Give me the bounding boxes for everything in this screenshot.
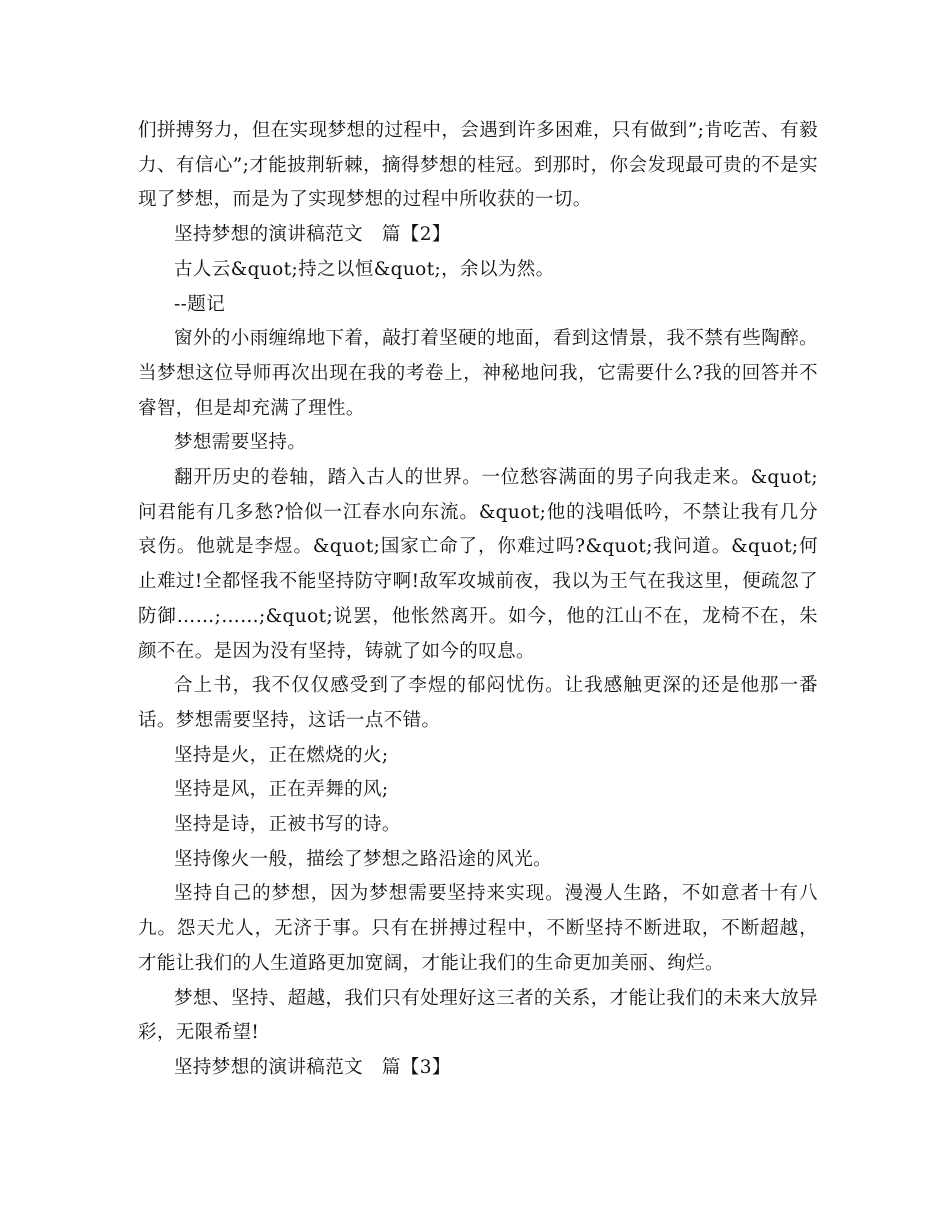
paragraph: 梦想需要坚持。 — [174, 432, 307, 454]
paragraph: 们拼搏努力，但在实现梦想的过程中，会遇到许多困难，只有做到”;肯吃苦、有毅力、有信心”;才能披荆斩棘，摘得梦想的桂冠。到那时，你会发现最可贵的不是实现了梦想，而是为了实现梦想的过程中所收获的一切。 — [138, 120, 818, 211]
paragraph: 坚持是诗，正被书写的诗。 — [174, 814, 401, 836]
paragraph: 坚持是火，正在燃烧的火; — [174, 744, 389, 766]
paragraph: 窗外的小雨缠绵地下着，敲打着坚硬的地面，看到这情景，我不禁有些陶醉。当梦想这位导师再次出现在我的考卷上，神秘地问我，它需要什么?我的回答并不睿智，但是却充满了理性。 — [138, 328, 818, 419]
paragraph: 翻开历史的卷轴，踏入古人的世界。一位愁容满面的男子向我走来。&quot;问君能有几多愁?恰似一江春水向东流。&quot;他的浅唱低吟，不禁让我有几分哀伤。他就是李煜。&quot;国家亡命了，你难过吗?&quot;我问道。&quot;何止难过!全都怪我不能坚持防守啊!敌军攻城前夜，我以为王气在我这里，便疏忽了防御……;……;&quot;说罢，他怅然离开。如今，他的江山不在，龙椅不在，朱颜不在。是因为没有坚持，铸就了如今的叹息。 — [138, 467, 818, 662]
section-heading: 坚持梦想的演讲稿范文 篇【3】 — [174, 1056, 451, 1078]
epigraph-note: --题记 — [174, 293, 226, 315]
paragraph: 古人云&quot;持之以恒&quot;，余以为然。 — [174, 258, 555, 280]
paragraph: 合上书，我不仅仅感受到了李煜的郁闷忧伤。让我感触更深的还是他那一番话。梦想需要坚持，这话一点不错。 — [138, 675, 818, 731]
paragraph: 梦想、坚持、超越，我们只有处理好这三者的关系，才能让我们的未来大放异彩，无限希望! — [138, 987, 818, 1044]
paragraph: 坚持自己的梦想，因为梦想需要坚持来实现。漫漫人生路，不如意者十有八九。怨天尤人，无济于事。只有在拼搏过程中，不断坚持不断进取，不断超越，才能让我们的人生道路更加宽阔，才能让我们的生命更加美丽、绚烂。 — [138, 883, 818, 974]
document-body — [138, 114, 818, 1086]
paragraph: 坚持是风，正在弄舞的风; — [174, 779, 389, 801]
paragraph: 坚持像火一般，描绘了梦想之路沿途的风光。 — [174, 848, 553, 870]
section-heading: 坚持梦想的演讲稿范文 篇【2】 — [174, 224, 451, 246]
